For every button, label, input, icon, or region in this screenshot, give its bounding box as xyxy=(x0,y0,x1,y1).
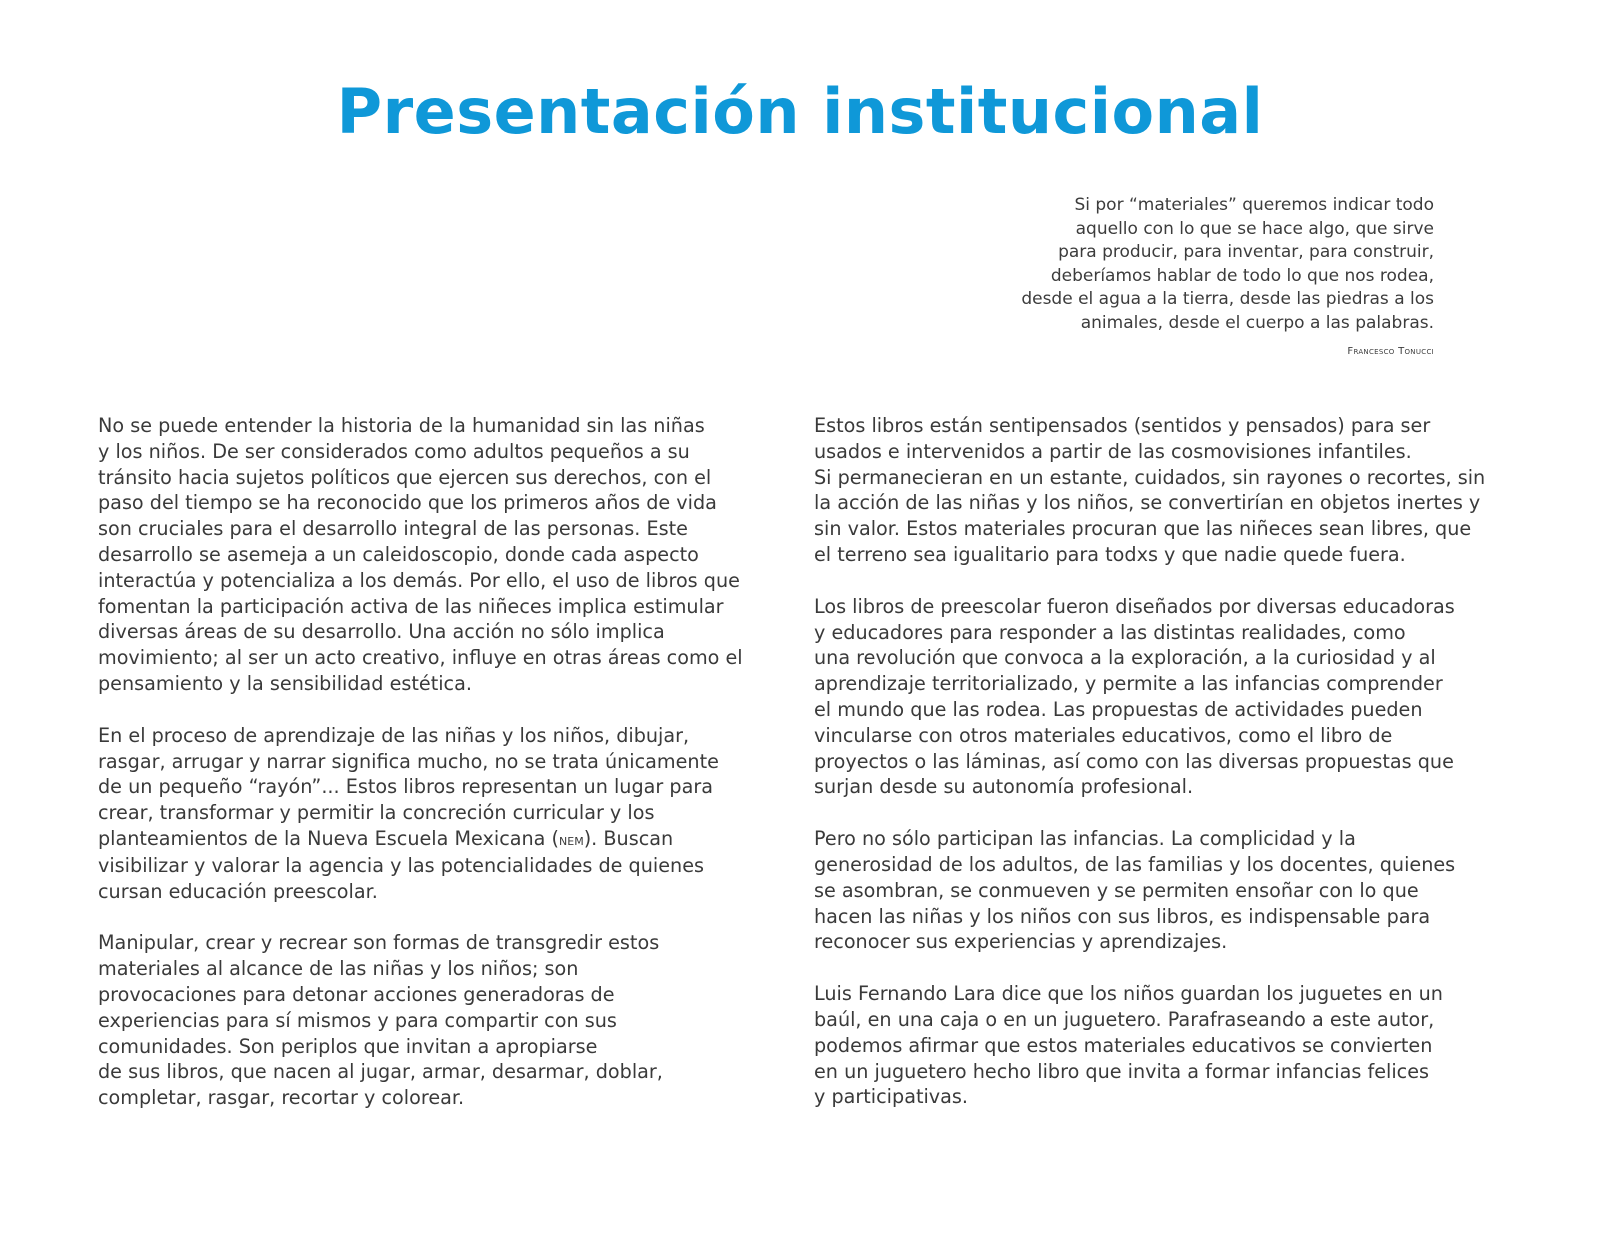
right-column xyxy=(814,413,1494,1136)
text-line: vincularse con otros materiales educativos, como el libro de xyxy=(814,723,1393,747)
text-line: en un juguetero hecho libro que invita a formar infancias felices xyxy=(814,1059,1430,1083)
text-line: visibilizar y valorar la agencia y las potencialidades de quienes xyxy=(98,853,704,877)
text-line: rasgar, arrugar y narrar significa mucho, no se trata únicamente xyxy=(98,749,719,773)
epigraph-line: deberíamos hablar de todo lo que nos rodea, xyxy=(1050,265,1434,286)
epigraph-line: para producir, para inventar, para construir, xyxy=(1058,242,1434,262)
text-line: aprendizaje territorializado, y permite a las infancias comprender xyxy=(814,672,1443,696)
text-line: crear, transformar y permitir la concreción curricular y los xyxy=(98,801,655,825)
paragraph-preschool-books xyxy=(814,594,1494,800)
epigraph-quote xyxy=(964,194,1434,359)
text-line: desarrollo se asemeja a un caleidoscopio, donde cada aspecto xyxy=(98,542,699,566)
paragraph-learning xyxy=(98,723,758,905)
epigraph-line: Si por “materiales” queremos indicar todo xyxy=(1074,195,1434,215)
text-line: experiencias para sí mismos y para compartir con sus xyxy=(98,1008,617,1032)
text-line: el terreno sea igualitario para todxs y que nadie quede fuera. xyxy=(814,542,1406,566)
text-fragment: ). Buscan xyxy=(583,826,674,850)
text-line: No se puede entender la historia de la humanidad sin las niñas xyxy=(98,414,705,437)
text-line: En el proceso de aprendizaje de las niñas y los niños, dibujar, xyxy=(98,723,690,747)
text-line: Luis Fernando Lara dice que los niños guardan los juguetes en un xyxy=(814,982,1443,1006)
text-line: cursan educación preescolar. xyxy=(98,879,378,903)
text-line: baúl, en una caja o en un juguetero. Parafraseando a este autor, xyxy=(814,1007,1435,1031)
paragraph-manipulate xyxy=(98,930,758,1111)
text-line: comunidades. Son periplos que invitan a apropiarse xyxy=(98,1034,598,1058)
text-line: interactúa y potencializa a los demás. Por ello, el uso de libros que xyxy=(98,568,740,592)
text-line: tránsito hacia sujetos políticos que ejercen sus derechos, con el xyxy=(98,465,712,489)
text-line: y educadores para responder a las distintas realidades, como xyxy=(814,620,1406,644)
text-line: proyectos o las láminas, así como con las diversas propuestas que xyxy=(814,749,1454,773)
text-line: sin valor. Estos materiales procuran que las niñeces sean libres, que xyxy=(814,517,1472,541)
text-line: Manipular, crear y recrear son formas de transgredir estos xyxy=(98,931,660,955)
text-line: el mundo que las rodea. Las propuestas de actividades pueden xyxy=(814,697,1423,721)
page-title: Presentación institucional xyxy=(336,75,1264,148)
text-line: pensamiento y la sensibilidad estética. xyxy=(98,671,472,695)
text-line: Estos libros están sentipensados (sentidos y pensados) para ser xyxy=(814,414,1431,437)
text-line: son cruciales para el desarrollo integral de las personas. Este xyxy=(98,517,688,541)
epigraph-line: desde el agua a la tierra, desde las piedras a los xyxy=(1021,289,1434,309)
text-line-nem xyxy=(98,826,758,853)
epigraph-line: aquello con lo que se hace algo, que sirve xyxy=(1075,218,1434,239)
text-line: y los niños. De ser considerados como adultos pequeños a su xyxy=(98,439,690,463)
text-line: materiales al alcance de las niñas y los niños; son xyxy=(98,957,579,981)
epigraph-author: Francesco Tonucci xyxy=(1347,346,1434,357)
text-line: Los libros de preescolar fueron diseñados por diversas educadoras xyxy=(814,594,1455,618)
text-line: surjan desde su autonomía profesional. xyxy=(814,775,1194,799)
text-line: hacen las niñas y los niños con sus libros, es indispensable para xyxy=(814,904,1431,928)
text-line: generosidad de los adultos, de las familias y los docentes, quienes xyxy=(814,852,1456,876)
text-line: paso del tiempo se ha reconocido que los primeros años de vida xyxy=(98,491,717,515)
text-line: completar, rasgar, recortar y colorear. xyxy=(98,1086,465,1110)
text-line: de un pequeño “rayón”... Estos libros representan un lugar para xyxy=(98,775,713,799)
text-line: una revolución que convoca a la exploración, a la curiosidad y al xyxy=(814,646,1436,670)
text-line: de sus libros, que nacen al jugar, armar, desarmar, doblar, xyxy=(98,1060,663,1084)
text-line: usados e intervenidos a partir de las cosmovisiones infantiles. xyxy=(814,439,1412,463)
text-line: se asombran, se conmueven y se permiten ensoñar con lo que xyxy=(814,878,1419,902)
text-line: provocaciones para detonar acciones generadoras de xyxy=(98,982,615,1006)
nem-abbreviation: nem xyxy=(559,829,584,849)
text-line: podemos afirmar que estos materiales educativos se convierten xyxy=(814,1033,1433,1057)
paragraph-juguetero xyxy=(814,981,1494,1110)
text-line: la acción de las niñas y los niños, se convertirían en objetos inertes y xyxy=(814,491,1481,515)
paragraph-sentipensados xyxy=(814,413,1494,568)
text-fragment: planteamientos de la Nueva Escuela Mexicana ( xyxy=(98,826,560,850)
text-line: movimiento; al ser un acto creativo, influye en otras áreas como el xyxy=(98,646,743,670)
paragraph-history xyxy=(98,413,758,697)
text-line: Pero no sólo participan las infancias. La complicidad y la xyxy=(814,827,1356,851)
text-line: y participativas. xyxy=(814,1085,969,1109)
epigraph-line: animales, desde el cuerpo a las palabras. xyxy=(1080,312,1434,333)
text-line: diversas áreas de su desarrollo. Una acción no sólo implica xyxy=(98,620,665,644)
text-line: fomentan la participación activa de las niñeces implica estimular xyxy=(98,594,724,618)
left-column xyxy=(98,413,758,1137)
text-line: Si permanecieran en un estante, cuidados, sin rayones o recortes, sin xyxy=(814,465,1486,489)
text-line: reconocer sus experiencias y aprendizajes. xyxy=(814,930,1228,954)
paragraph-participation xyxy=(814,826,1494,955)
